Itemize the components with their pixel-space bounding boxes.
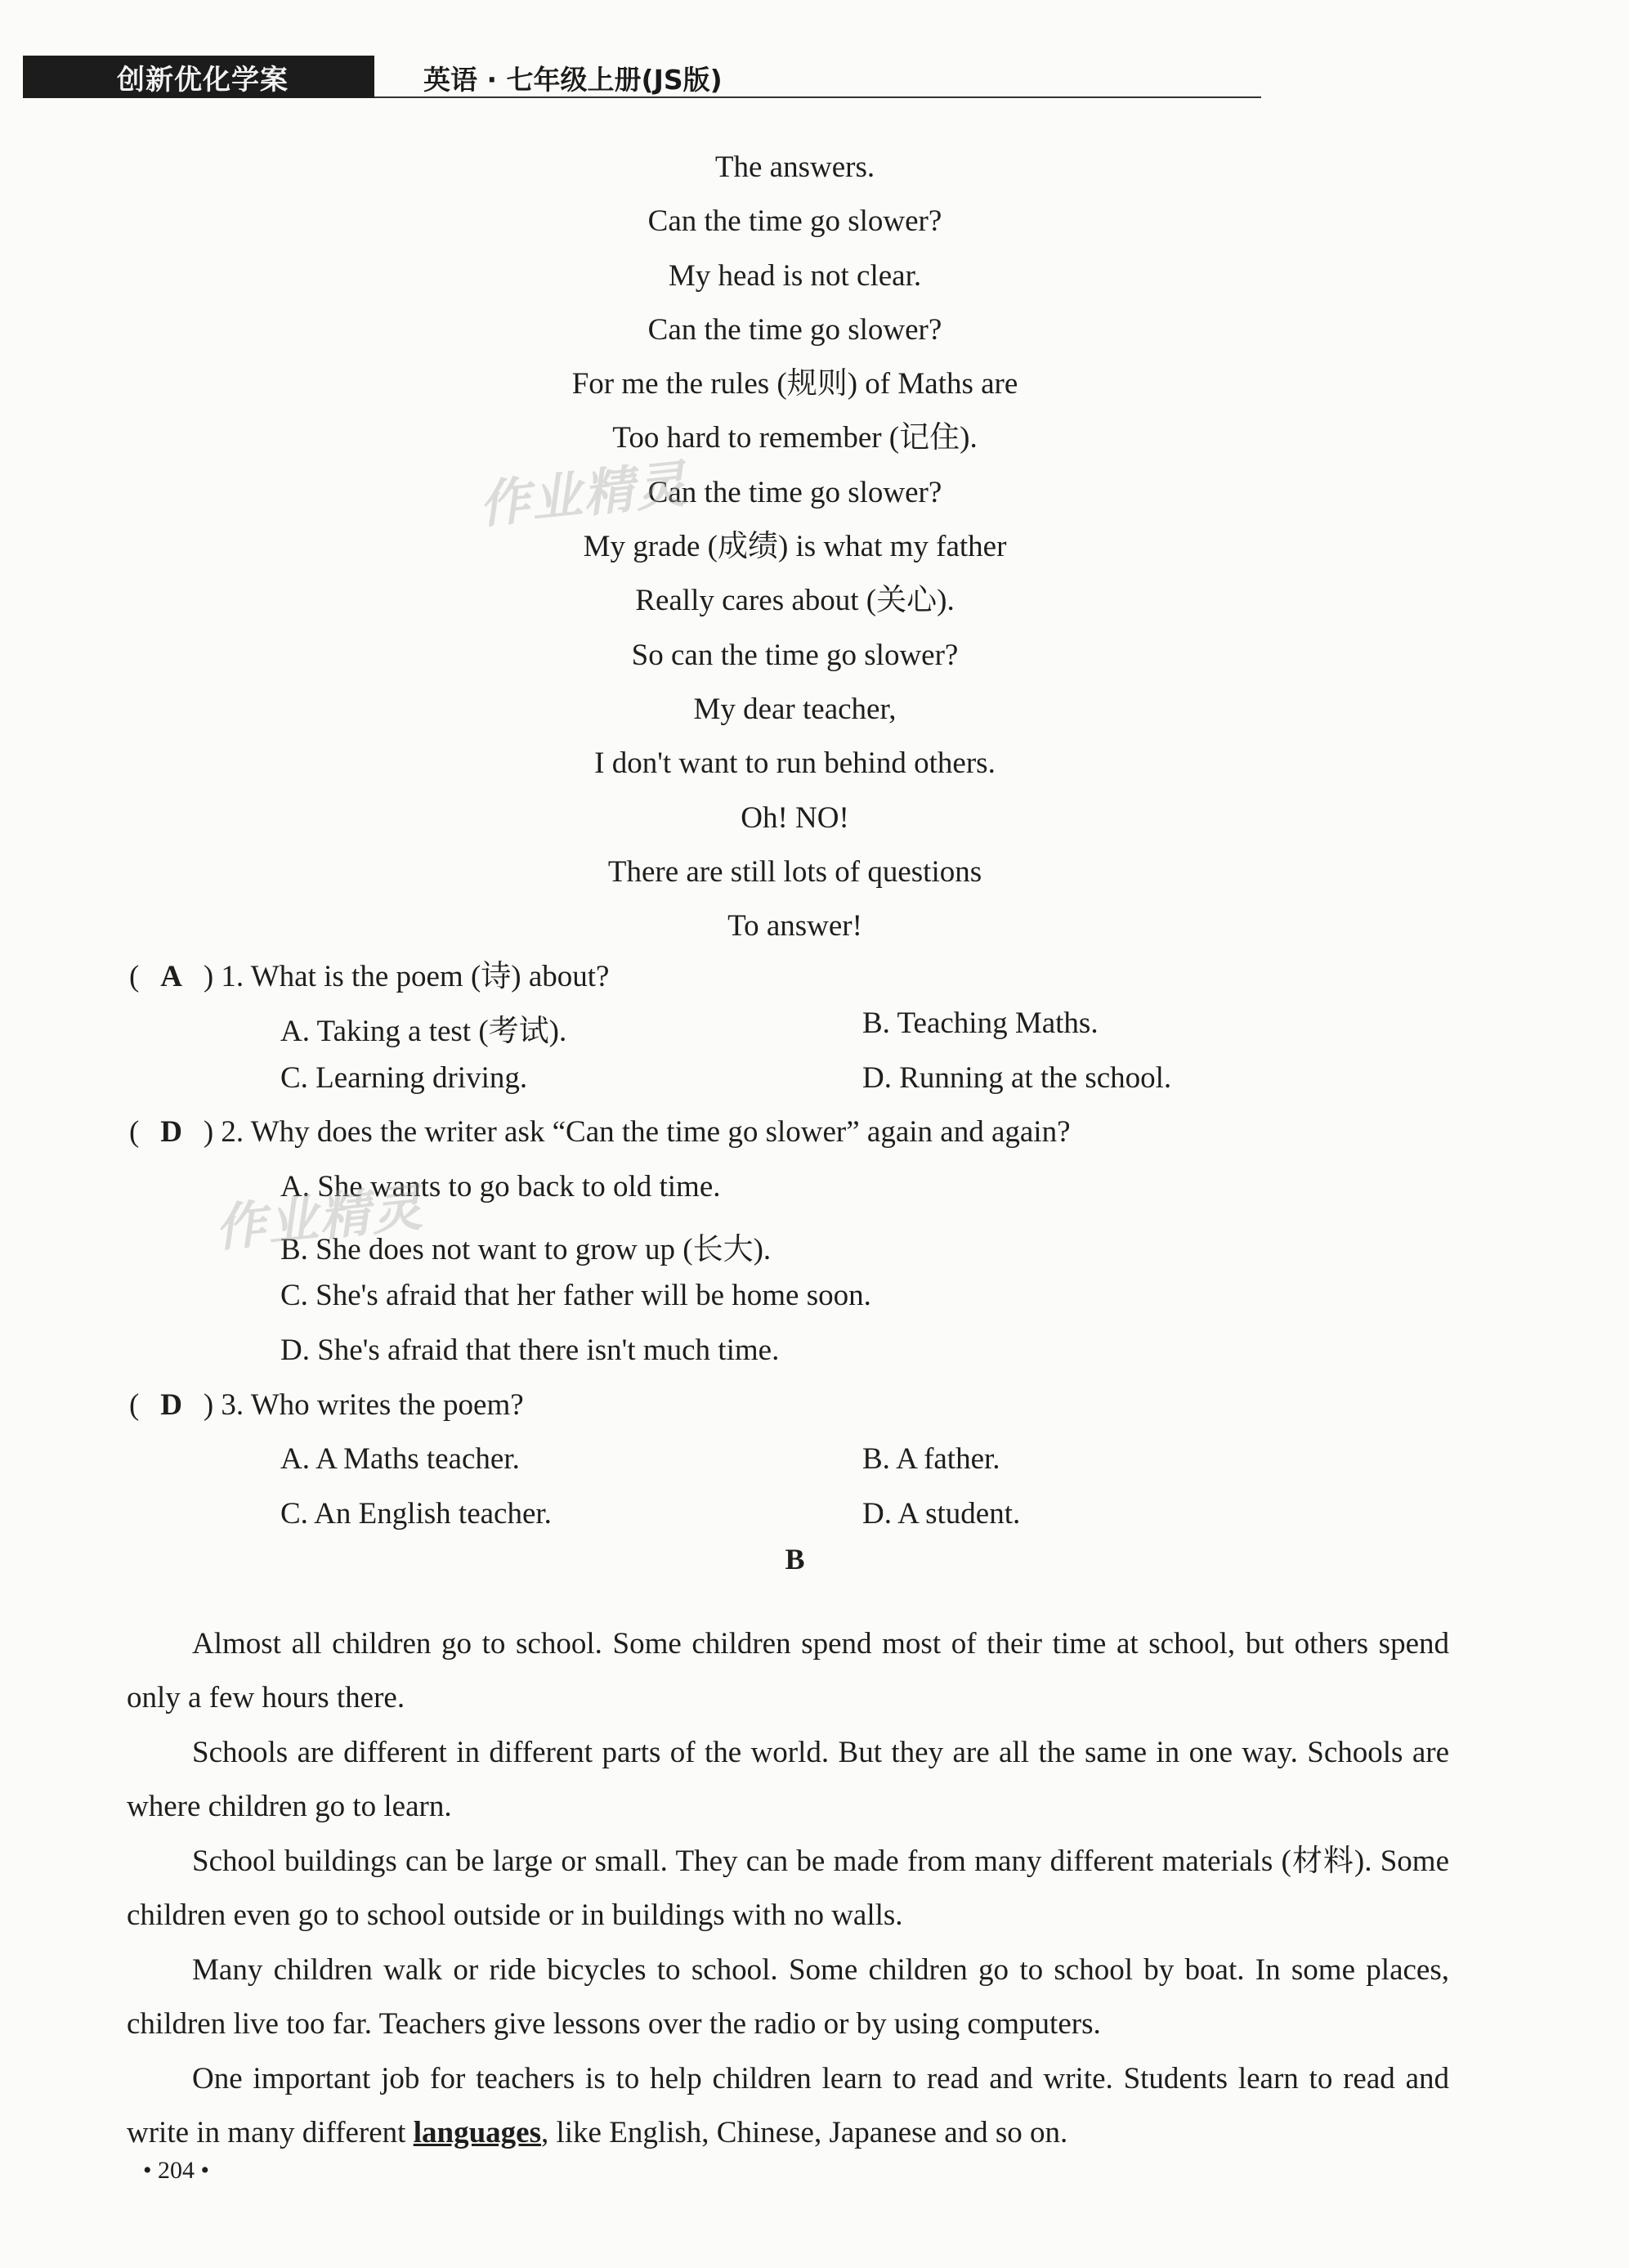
paragraph-text: One important job for teachers is to help children learn to read and write. Students learn to read and write in many different languages, like English, Chinese, Japanese and so on.: [127, 2062, 1449, 2149]
poem-line: To answer!: [727, 909, 862, 944]
paragraph-2: [127, 1726, 1449, 1834]
section-b-title: B: [785, 1543, 805, 1575]
q2-option-b: B. She does not want to grow up (长大).: [280, 1233, 772, 1266]
paragraph-text: Schools are different in different parts of the world. But they are all the same in one way. Schools are where children go to learn.: [127, 1736, 1449, 1823]
underlined-word: languages: [413, 2116, 541, 2149]
q2-option-d: D. She's afraid that there isn't much time.: [280, 1333, 780, 1367]
q1-option-d: D. Running at the school.: [862, 1061, 1172, 1095]
poem: [0, 141, 1590, 953]
paragraph-5: [127, 2052, 1449, 2160]
paragraph-3: [127, 1835, 1449, 1943]
q3-option-c: C. An English teacher.: [280, 1497, 552, 1531]
header-brand-band: [23, 56, 374, 98]
poem-line: Really cares about (关心).: [635, 584, 955, 618]
brand-title: 创新优化学案: [117, 63, 289, 96]
page-header: [23, 56, 1249, 98]
poem-line: I don't want to run behind others.: [594, 746, 996, 781]
poem-line: Oh! NO!: [741, 800, 849, 835]
watermark: 作业精灵: [476, 453, 691, 536]
poem-line: Can the time go slower?: [647, 312, 942, 347]
paragraph-4: [127, 1943, 1449, 2051]
poem-line: My dear teacher,: [693, 692, 897, 726]
paragraph-text: School buildings can be large or small. They can be made from many different materials (材料). Some children even go to school outside or in buildings with no walls.: [127, 1844, 1449, 1932]
poem-line: There are still lots of questions: [607, 854, 982, 889]
poem-line: My head is not clear.: [668, 258, 922, 293]
subject-title: 英语 · 七年级上册(JS版): [423, 64, 723, 96]
q3-option-b: B. A father.: [862, 1442, 1000, 1476]
poem-line: My grade (成绩) is what my father: [583, 530, 1007, 564]
question-1-stem: 1. What is the poem (诗) about?: [221, 960, 610, 993]
q2-option-a: A. She wants to go back to old time.: [280, 1170, 721, 1203]
poem-line: So can the time go slower?: [631, 638, 959, 672]
paragraph-text: Almost all children go to school. Some children spend most of their time at school, but others spend only a few hours there.: [127, 1627, 1449, 1714]
answer-2: D: [160, 1115, 182, 1149]
question-1: ( A ) 1. What is the poem (诗) about?: [129, 960, 610, 993]
watermark: 作业精灵: [212, 1177, 427, 1259]
poem-line: Can the time go slower?: [647, 475, 942, 509]
poem-line: The answers.: [714, 150, 875, 184]
q2-option-c: C. She's afraid that her father will be home soon.: [280, 1279, 871, 1312]
page-number: • 204 •: [143, 2157, 210, 2184]
question-2: ( D ) 2. Why does the writer ask “Can the time go slower” again and again?: [129, 1115, 1071, 1149]
header-divider: [374, 96, 1261, 98]
poem-line: For me the rules (规则) of Maths are: [571, 367, 1018, 401]
poem-line: Too hard to remember (记住).: [612, 421, 978, 455]
q1-option-c: C. Learning driving.: [280, 1061, 528, 1095]
q3-option-a: A. A Maths teacher.: [280, 1442, 520, 1476]
question-3: ( D ) 3. Who writes the poem?: [129, 1388, 524, 1422]
q1-option-a: A. Taking a test (考试).: [280, 1015, 567, 1048]
poem-line: Can the time go slower?: [647, 204, 942, 239]
answer-1: A: [160, 960, 182, 993]
q1-option-b: B. Teaching Maths.: [862, 1006, 1099, 1040]
paragraph-1: [127, 1617, 1449, 1725]
question-3-stem: 3. Who writes the poem?: [221, 1388, 524, 1422]
question-2-stem: 2. Why does the writer ask “Can the time go slower” again and again?: [221, 1115, 1071, 1149]
answer-3: D: [160, 1388, 182, 1422]
q3-option-d: D. A student.: [862, 1497, 1021, 1531]
paragraph-text: Many children walk or ride bicycles to school. Some children go to school by boat. In some places, children live too far. Teachers give lessons over the radio or by using computers.: [127, 1953, 1449, 2041]
